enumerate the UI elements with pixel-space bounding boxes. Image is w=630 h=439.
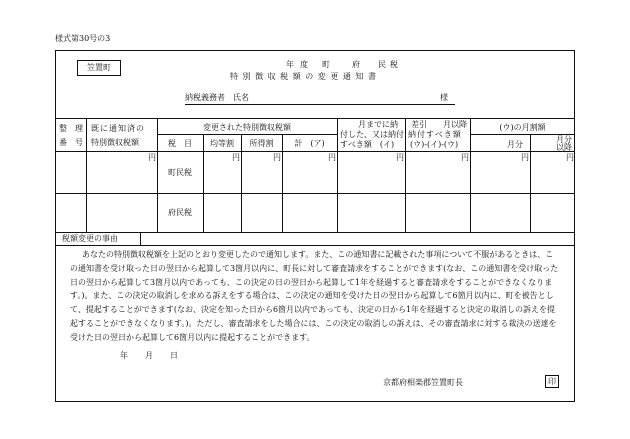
taxpayer-underline bbox=[185, 104, 455, 105]
col-line-7 bbox=[405, 118, 406, 232]
header-diff-3: (ウ)-(イ)-(ウ) bbox=[410, 140, 459, 149]
changed-header-divider bbox=[157, 134, 337, 135]
issuer-name: 京都府相楽郡笠置町長 bbox=[383, 378, 463, 387]
header-paid-1: 月までに納 bbox=[358, 120, 398, 129]
header-zeimoku: 税 目 bbox=[168, 139, 192, 148]
taxpayer-label: 納税義務者 氏名 bbox=[185, 93, 249, 102]
header-seiri: 整 理 bbox=[59, 124, 83, 133]
header-kintowari: 均等割 bbox=[210, 139, 234, 148]
municipality-name: 笠置町 bbox=[87, 63, 111, 72]
date-year: 年 bbox=[120, 351, 128, 360]
date-month: 月 bbox=[145, 351, 153, 360]
form-number: 様式第30号の3 bbox=[55, 34, 111, 43]
header-gatsubun-ikou-1: 月分 bbox=[556, 135, 572, 144]
header-gatsubun-ikou-2: 以降 bbox=[556, 143, 572, 152]
header-diff-2: 納付すべき額 bbox=[408, 130, 462, 139]
yen-kintowari: 円 bbox=[232, 153, 240, 162]
col-line-6 bbox=[337, 118, 338, 232]
document-title: 特 別 徴 収 税 額 の 変 更 通 知 書 bbox=[230, 72, 377, 81]
col-line-8 bbox=[470, 118, 471, 232]
yen-diff: 円 bbox=[461, 153, 469, 162]
yen-prev: 円 bbox=[148, 153, 156, 162]
seal-mark: 印 bbox=[548, 377, 556, 386]
yen-shotokuwari: 円 bbox=[273, 153, 281, 162]
yen-monthly-ikou: 円 bbox=[566, 153, 574, 162]
title-cho: 町 bbox=[322, 60, 330, 69]
header-prev-2: 特別徴収税額 bbox=[91, 138, 139, 147]
col-line-9 bbox=[530, 134, 531, 232]
notice-paragraph bbox=[70, 248, 560, 345]
yen-paid: 円 bbox=[396, 153, 404, 162]
table-top-line bbox=[55, 118, 575, 119]
header-changed: 変更された特別徴収税額 bbox=[203, 123, 291, 132]
reason-label: 税額変更の事由 bbox=[62, 234, 118, 243]
header-prev-1: 既に通知済の bbox=[91, 124, 145, 133]
header-bottom-line bbox=[55, 151, 575, 152]
header-shotokuwari: 所得割 bbox=[249, 139, 274, 148]
title-do: 度 bbox=[300, 60, 308, 69]
yen-kei: 円 bbox=[328, 153, 336, 162]
reason-divider bbox=[140, 232, 141, 245]
row-label-town: 町民税 bbox=[168, 168, 192, 177]
header-bango: 番 号 bbox=[59, 138, 83, 147]
header-paid-2: 付した、又は納付 bbox=[340, 130, 404, 139]
header-diff-1: 差引 月以降 bbox=[411, 120, 467, 129]
col-line-1 bbox=[86, 118, 87, 232]
title-zei: 税 bbox=[390, 60, 398, 69]
reason-bottom-line bbox=[55, 245, 575, 246]
table-bottom-line bbox=[55, 232, 575, 233]
taxpayer-honorific: 様 bbox=[440, 93, 448, 102]
header-paid-3: すべき額 (イ) bbox=[340, 140, 395, 149]
title-year: 年 bbox=[286, 60, 294, 69]
document-frame bbox=[55, 50, 575, 402]
date-day: 日 bbox=[170, 351, 178, 360]
title-min: 民 bbox=[378, 60, 386, 69]
yen-monthly: 円 bbox=[521, 153, 529, 162]
row-divider bbox=[55, 193, 575, 194]
header-monthly: (ウ)の月割額 bbox=[499, 123, 546, 132]
title-fu: 府 bbox=[352, 60, 360, 69]
header-gatsubun: 月分 bbox=[507, 140, 523, 149]
notice-text: あなたの特別徴収税額を上記のとおり変更したので通知します。また、この通知書に記載された事項について不服があるときは、この通知書を受け取った日の翌日から起算して3箇月以内に、町長に対して審査請求をすることができます(なお、この通知書を受け取った日の翌日から起算して3箇月以内であっても、この決定の日の翌日から起算して1年を経過すると審査請求をすることができなくなります。)。また、この決定の取消しを求める訴えをする場合は、この決定の通知を受けた日の翌日から起算して6箇月以内に、町を被告として、提起することができます(なお、決定を知った日から6箇月以内であっても、決定の日から1年を経過すると決定の取消しの訴えを提起することができなくなります。)。ただし、審査請求をした場合には、この決定の取消しの訴えは、その審査請求に対する裁決の送達を受けた日の翌日から起算して6箇月以内に提起することができます。 bbox=[70, 250, 559, 342]
row-label-pref: 府民税 bbox=[168, 208, 192, 217]
header-kei: 計 (ア) bbox=[294, 139, 325, 148]
